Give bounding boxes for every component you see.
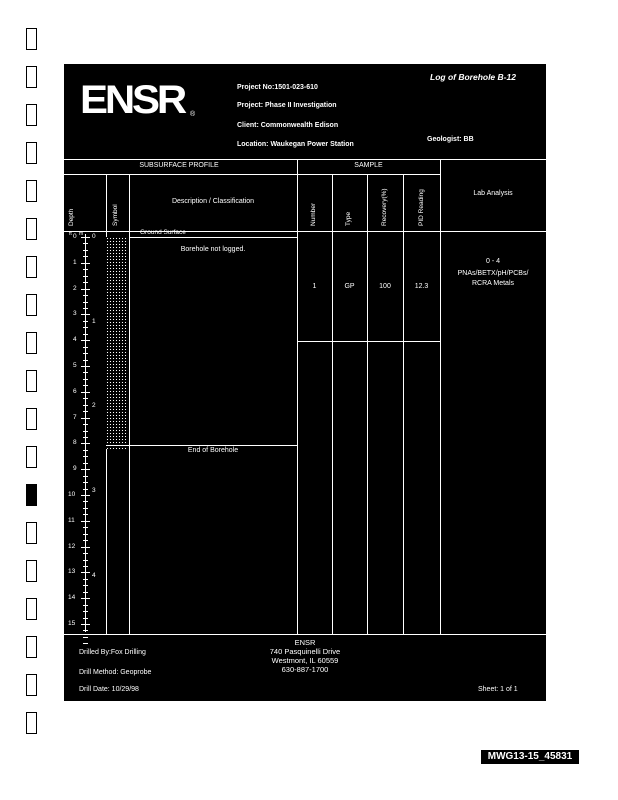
depth-tick-minor (83, 353, 88, 354)
column-header-divider (64, 231, 546, 232)
drill-method: Drill Method: Geoprobe (79, 669, 152, 676)
depth-tick-minor (83, 527, 88, 528)
depth-tick-minor (83, 256, 88, 257)
depth-unit-m: m (79, 231, 84, 237)
depth-tick-major (81, 443, 90, 444)
depth-tick-minor (83, 508, 88, 509)
lab-analysis-header: Lab Analysis (473, 190, 513, 197)
subsurface-profile-header: SUBSURFACE PROFILE (139, 162, 219, 169)
depth-tick-major (81, 598, 90, 599)
depth-tick-minor (83, 540, 88, 541)
depth-tick-label-ft: 2 (73, 284, 77, 292)
bates-stamp: MWG13-15_45831 (481, 750, 579, 764)
depth-tick-minor (83, 514, 88, 515)
margin-mark (26, 66, 37, 88)
depth-tick-minor (83, 302, 88, 303)
depth-tick-minor (83, 385, 88, 386)
recovery-header: Recovery(%) (381, 188, 388, 226)
fill-pattern (106, 237, 128, 449)
depth-tick-label-ft: 7 (73, 413, 77, 421)
margin-mark (26, 370, 37, 392)
company-address (234, 638, 376, 674)
depth-tick-minor (83, 450, 88, 451)
depth-tick-major (81, 418, 90, 419)
depth-tick-major (81, 624, 90, 625)
company-name: ENSR (294, 638, 316, 647)
depth-tick-minor (83, 250, 88, 251)
end-of-borehole-line (106, 445, 297, 446)
type-header: Type (345, 211, 352, 226)
depth-tick-minor (83, 327, 88, 328)
depth-tick-minor (83, 611, 88, 612)
margin-mark (26, 484, 37, 506)
depth-tick-minor (83, 347, 88, 348)
depth-tick-major (81, 469, 90, 470)
depth-tick-minor (83, 585, 88, 586)
not-logged-note: Borehole not logged. (180, 246, 246, 253)
depth-tick-minor (83, 431, 88, 432)
address-line-1: 740 Pasquinelli Drive (269, 647, 341, 656)
footer-divider (64, 634, 546, 635)
sample-recovery: 100 (379, 283, 391, 290)
drilled-by: Drilled By:Fox Drilling (79, 649, 146, 656)
lab-analytes-2: RCRA Metals (471, 280, 514, 287)
depth-tick-minor (83, 489, 88, 490)
depth-tick-minor (83, 437, 88, 438)
depth-tick-minor (83, 566, 88, 567)
depth-tick-label-ft: 13 (68, 568, 76, 576)
depth-tick-minor (83, 424, 88, 425)
depth-tick-minor (83, 534, 88, 535)
phone: 630-887-1700 (281, 665, 329, 674)
project-number: Project No:1501-023-610 (237, 84, 318, 91)
depth-header: Depth (68, 208, 75, 226)
margin-mark (26, 522, 37, 544)
depth-tick-label-ft: 5 (73, 362, 77, 369)
lab-analytes-1: PNAs/BETX/pH/PCBs/ (457, 270, 529, 277)
depth-tick-minor (83, 308, 88, 309)
description-header: Description / Classification (171, 198, 255, 205)
depth-tick-label-ft: 11 (68, 516, 75, 524)
depth-tick-major (81, 340, 90, 341)
depth-tick-minor (83, 411, 88, 412)
depth-tick-minor (83, 282, 88, 283)
header-divider (64, 159, 546, 160)
depth-unit-ft: ft (69, 231, 72, 237)
depth-tick-minor (83, 372, 88, 373)
geologist: Geologist: BB (427, 136, 474, 143)
borehole-log-sheet (63, 63, 547, 702)
drill-date: Drill Date: 10/29/98 (79, 686, 139, 693)
sample-type: GP (344, 283, 355, 290)
margin-mark (26, 218, 37, 240)
depth-tick-major (81, 392, 90, 393)
sample-pid: 12.3 (414, 283, 429, 290)
depth-tick-major (81, 366, 90, 367)
margin-mark (26, 180, 37, 202)
depth-tick-major (81, 314, 90, 315)
depth-tick-minor (83, 379, 88, 380)
depth-tick-minor (83, 360, 88, 361)
depth-tick-minor (83, 560, 88, 561)
col-divider-recovery (403, 174, 404, 634)
depth-tick-minor (83, 456, 88, 457)
margin-mark (26, 636, 37, 658)
ground-surface: Ground Surface (140, 229, 186, 236)
margin-mark (26, 104, 37, 126)
depth-tick-major (81, 289, 90, 290)
margin-mark (26, 256, 37, 278)
depth-tick-minor (83, 618, 88, 619)
depth-tick-label-m: 3 (92, 486, 96, 494)
depth-tick-label-ft: 12 (68, 542, 76, 550)
depth-tick-label-ft: 3 (73, 310, 77, 318)
depth-tick-label-ft: 8 (73, 439, 77, 447)
end-of-borehole: End of Borehole (187, 447, 239, 454)
depth-tick-minor (83, 637, 88, 638)
depth-tick-label-ft: 4 (73, 336, 77, 344)
margin-mark (26, 142, 37, 164)
sample-bottom-line (297, 341, 440, 342)
depth-tick-minor (83, 243, 88, 244)
depth-tick-minor (83, 321, 88, 322)
group-header-divider (64, 174, 440, 175)
depth-tick-label-m: 0 (92, 233, 96, 240)
sample-header: SAMPLE (354, 162, 383, 169)
depth-tick-major (81, 263, 90, 264)
depth-tick-minor (83, 276, 88, 277)
depth-tick-minor (83, 630, 88, 631)
depth-tick-label-ft: 14 (68, 594, 76, 602)
log-title: Log of Borehole B-12 (430, 72, 516, 82)
margin-mark (26, 332, 37, 354)
project-name: Project: Phase II Investigation (237, 102, 337, 109)
margin-mark (26, 674, 37, 696)
col-divider-pid (440, 159, 441, 634)
depth-tick-minor (83, 269, 88, 270)
depth-tick-label-ft: 15 (68, 620, 76, 627)
depth-tick-minor (83, 579, 88, 580)
depth-tick-minor (83, 398, 88, 399)
depth-tick-minor (83, 476, 88, 477)
depth-tick-label-ft: 10 (68, 491, 76, 498)
pid-header: PID Reading (418, 189, 425, 226)
address-line-2: Westmont, IL 60559 (271, 656, 339, 665)
symbol-header: Symbol (112, 204, 119, 226)
depth-tick-minor (83, 482, 88, 483)
location: Location: Waukegan Power Station (237, 141, 354, 148)
depth-tick-label-m: 2 (92, 402, 96, 410)
ground-surface-line (129, 237, 297, 238)
col-divider-type (367, 174, 368, 634)
depth-tick-minor (83, 405, 88, 406)
col-divider-number (332, 174, 333, 634)
sheet-number: Sheet: 1 of 1 (478, 686, 518, 693)
depth-tick-major (81, 521, 90, 522)
registered-mark: ® (190, 111, 196, 118)
number-header: Number (310, 202, 317, 226)
depth-tick-label-ft: 0 (73, 233, 77, 240)
depth-tick-major (81, 495, 90, 496)
depth-tick-label-m: 1 (92, 317, 96, 325)
depth-tick-minor (83, 553, 88, 554)
depth-tick-minor (83, 295, 88, 296)
depth-tick-label-ft: 1 (73, 258, 77, 266)
depth-tick-label-ft: 6 (73, 387, 77, 395)
depth-tick-major (81, 572, 90, 573)
depth-tick-label-ft: 9 (73, 465, 77, 473)
col-divider-symbol (129, 174, 130, 634)
depth-tick-major (81, 547, 90, 548)
lab-interval: 0 - 4 (485, 258, 500, 265)
depth-tick-major (81, 237, 90, 238)
depth-tick-minor (83, 592, 88, 593)
depth-tick-label-m: 4 (92, 571, 96, 579)
margin-mark (26, 446, 37, 468)
sample-number: 1 (312, 283, 317, 290)
margin-mark (26, 408, 37, 430)
margin-mark (26, 598, 37, 620)
depth-tick-minor (83, 501, 88, 502)
margin-mark (26, 560, 37, 582)
depth-tick-minor (83, 605, 88, 606)
margin-mark (26, 712, 37, 734)
margin-mark (26, 28, 37, 50)
margin-mark (26, 294, 37, 316)
depth-tick-minor (83, 463, 88, 464)
depth-tick-minor (83, 643, 88, 644)
client: Client: Commonwealth Edison (237, 122, 339, 129)
depth-tick-minor (83, 334, 88, 335)
ensr-logo: ENSR (80, 78, 185, 122)
col-divider-description (297, 159, 298, 634)
